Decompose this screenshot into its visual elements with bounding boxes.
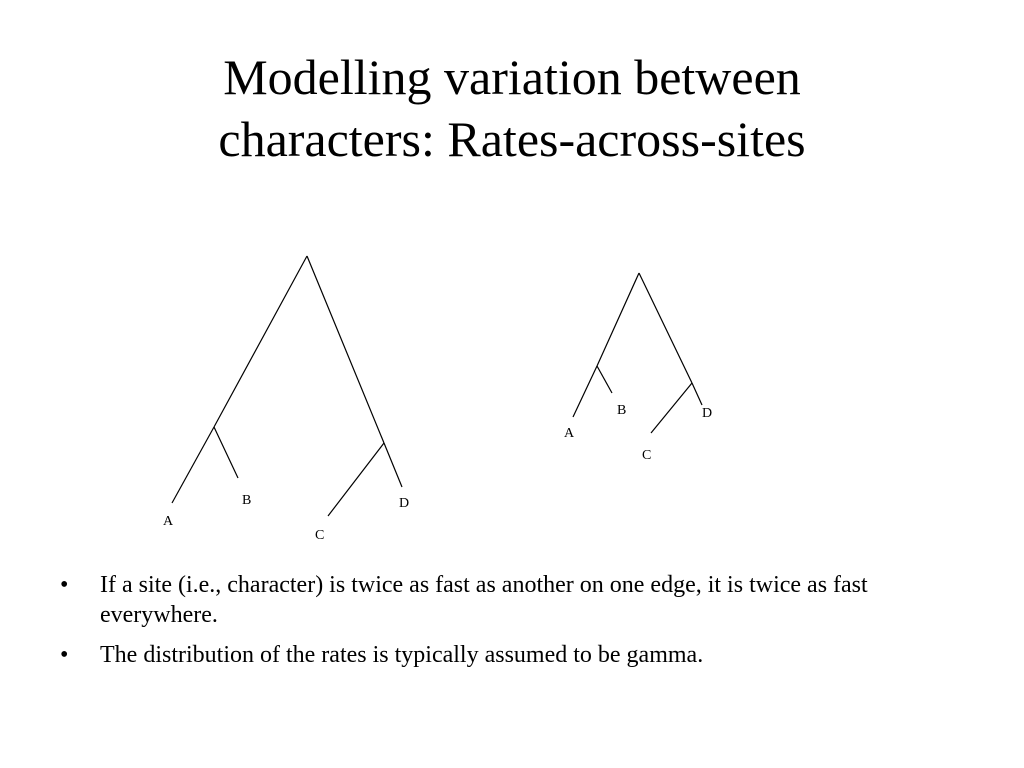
tree2-label-c: C <box>642 448 652 463</box>
bullet-item <box>60 570 920 630</box>
tree-short-branches <box>564 273 712 463</box>
tree1-label-d: D <box>399 496 410 511</box>
tree2-label-a: A <box>564 426 575 441</box>
bullet-item <box>60 640 920 670</box>
tree1-edge-d <box>384 443 402 487</box>
bullet-text: The distribution of the rates is typically assumed to be gamma. <box>100 642 704 668</box>
tree1-label-c: C <box>315 528 325 543</box>
tree2-edge-d <box>692 383 702 405</box>
tree2-label-b: B <box>617 403 627 418</box>
tree1-edge-c <box>328 443 384 516</box>
tree1-edge-a <box>172 427 214 503</box>
bullet-list <box>60 570 920 680</box>
tree1-label-b: B <box>242 493 252 508</box>
tree2-root-left-edge <box>597 273 639 366</box>
tree1-root-left-edge <box>214 256 307 427</box>
tree-long-branches <box>163 256 409 543</box>
slide-title-line-1: Modelling variation between <box>223 49 801 105</box>
bullet-text: If a site (i.e., character) is twice as fast as another on one edge, it is twice as fast everywhere. <box>100 572 868 628</box>
tree2-edge-c <box>651 383 692 433</box>
bullet-marker: • <box>60 572 69 598</box>
tree1-label-a: A <box>163 514 174 529</box>
tree2-edge-b <box>597 366 612 393</box>
tree1-edge-b <box>214 427 238 478</box>
tree1-root-right-edge <box>307 256 384 443</box>
tree2-root-right-edge <box>639 273 692 383</box>
slide-title-line-2: characters: Rates-across-sites <box>218 111 806 167</box>
bullet-marker: • <box>60 642 69 668</box>
tree2-edge-a <box>573 366 597 417</box>
tree2-label-d: D <box>702 406 713 421</box>
